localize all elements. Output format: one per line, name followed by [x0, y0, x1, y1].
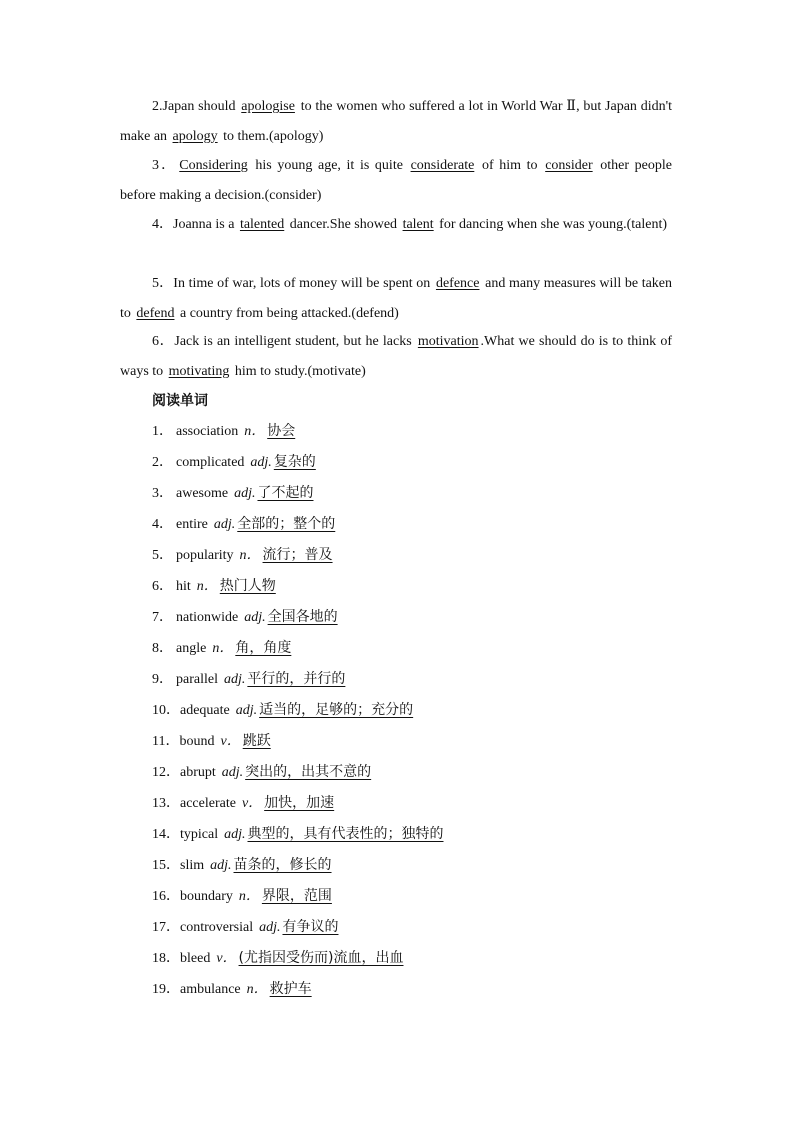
- sentence-text: of him to: [476, 158, 544, 173]
- part-of-speech: n．: [212, 641, 234, 656]
- vocab-item: [152, 544, 672, 575]
- vocab-item: [152, 420, 672, 451]
- vocab-number: 16．: [152, 889, 180, 904]
- answer-blank: talented: [239, 217, 285, 232]
- sentence-item: [120, 269, 672, 328]
- vocab-number: 4．: [152, 517, 173, 532]
- answer-blank: talent: [402, 217, 434, 232]
- vocab-word: nationwide: [176, 610, 239, 625]
- vocab-meaning: 典型的，具有代表性的；独特的: [247, 826, 444, 842]
- vocab-item: [152, 482, 672, 513]
- vocab-meaning: 有争议的: [282, 919, 339, 935]
- part-of-speech: adj.: [235, 703, 258, 718]
- vocab-meaning: 热门人物: [219, 578, 276, 594]
- vocab-item: [152, 606, 672, 637]
- answer-blank: defence: [435, 276, 480, 291]
- vocab-meaning: 适当的，足够的；充分的: [259, 702, 414, 718]
- answer-blank: apologise: [241, 99, 295, 114]
- vocab-item: [152, 823, 672, 854]
- vocab-number: 19．: [152, 982, 180, 997]
- part-of-speech: n．: [238, 889, 260, 904]
- vocab-number: 14．: [152, 827, 180, 842]
- part-of-speech: adj.: [244, 610, 266, 625]
- vocab-meaning: 苗条的，修长的: [233, 857, 332, 873]
- vocab-number: 8．: [152, 641, 173, 656]
- vocab-item: [152, 854, 672, 885]
- vocab-word: association: [176, 424, 239, 439]
- part-of-speech: v．: [241, 796, 263, 811]
- vocab-word: popularity: [176, 548, 234, 563]
- vocab-number: 7．: [152, 610, 173, 625]
- answer-blank: motivation: [417, 334, 479, 349]
- answer-blank: consider: [545, 158, 593, 173]
- vocab-meaning: 加快，加速: [264, 795, 335, 811]
- vocab-number: 5．: [152, 548, 173, 563]
- vocab-item: [152, 637, 672, 668]
- vocab-number: 11．: [152, 734, 180, 749]
- section-heading: 阅读单词: [152, 393, 208, 409]
- vocab-word: bound: [179, 734, 215, 749]
- vocab-item: [152, 947, 672, 978]
- vocab-meaning: 流行；普及: [262, 547, 333, 563]
- part-of-speech: adj.: [213, 517, 236, 532]
- vocab-number: 3．: [152, 486, 173, 501]
- vocab-meaning: 平行的，并行的: [247, 671, 346, 687]
- vocab-word: complicated: [176, 455, 245, 470]
- sentence-text: dancer.She showed: [286, 217, 401, 232]
- answer-blank: motivating: [168, 363, 230, 379]
- vocab-item: [152, 668, 672, 699]
- vocab-number: 18．: [152, 951, 180, 966]
- vocab-word: boundary: [180, 889, 233, 904]
- vocab-word: accelerate: [180, 796, 236, 811]
- answer-blank: apology: [172, 128, 218, 144]
- sentence-text: a country from being attacked.(defend): [176, 305, 399, 321]
- part-of-speech: n．: [239, 548, 261, 563]
- part-of-speech: adj.: [223, 672, 246, 687]
- vocab-item: [152, 451, 672, 482]
- vocab-number: 6．: [152, 579, 173, 594]
- vocab-item: [152, 699, 672, 730]
- vocab-number: 2．: [152, 455, 173, 470]
- vocab-number: 9．: [152, 672, 173, 687]
- vocab-meaning: 界限，范围: [261, 888, 332, 904]
- sentence-number: 5．: [152, 276, 174, 291]
- vocab-meaning: 全国各地的: [267, 609, 338, 625]
- sentence-text: for dancing when she was young.(talent): [435, 217, 667, 232]
- vocab-number: 17．: [152, 920, 180, 935]
- vocab-item: [152, 792, 672, 823]
- vocab-word: angle: [176, 641, 207, 656]
- vocab-number: 1．: [152, 424, 173, 439]
- vocab-meaning: 协会: [267, 423, 296, 439]
- answer-blank: Considering: [179, 158, 248, 173]
- sentence-item: [120, 92, 672, 151]
- sentence-number: 4．: [152, 217, 173, 232]
- sentence-number: 3．: [152, 158, 178, 173]
- part-of-speech: adj.: [234, 486, 256, 501]
- vocab-item: [152, 730, 672, 761]
- part-of-speech: n．: [246, 982, 268, 997]
- vocab-word: controversial: [180, 920, 254, 935]
- sentence-item: [120, 327, 672, 386]
- sentence-text: other people before making a decision.(consider): [120, 158, 672, 203]
- sentence-number: 6．: [152, 334, 175, 349]
- vocab-word: abrupt: [180, 765, 216, 780]
- sentence-text: Japan should: [162, 99, 240, 114]
- answer-blank: defend: [136, 305, 175, 321]
- vocab-word: typical: [180, 827, 219, 842]
- vocab-word: ambulance: [180, 982, 241, 997]
- sentence-number: 2.: [152, 99, 163, 114]
- vocab-meaning: 复杂的: [273, 454, 316, 470]
- sentence-text: to the women who suffered a lot in World War Ⅱ, but Japan didn't make an: [120, 99, 673, 144]
- part-of-speech: adj.: [210, 858, 232, 873]
- sentence-text: Joanna is a: [173, 217, 238, 232]
- vocab-meaning: 全部的；整个的: [237, 516, 336, 532]
- vocab-meaning: 了不起的: [257, 485, 314, 501]
- vocabulary-list: [152, 420, 672, 1009]
- part-of-speech: adj.: [259, 920, 281, 935]
- vocab-word: bleed: [180, 951, 211, 966]
- sentence-item: [120, 210, 672, 240]
- vocab-word: parallel: [176, 672, 218, 687]
- sentence-item: [120, 151, 672, 210]
- sentence-text: .What we should do is to think of ways to: [120, 334, 672, 379]
- vocab-number: 10．: [152, 703, 180, 718]
- vocab-meaning: 角，角度: [235, 640, 292, 656]
- vocab-item: [152, 513, 672, 544]
- answer-blank: considerate: [410, 158, 475, 173]
- vocab-item: [152, 978, 672, 1009]
- vocab-item: [152, 761, 672, 792]
- sentence-text: him to study.(motivate): [231, 363, 366, 379]
- vocab-word: entire: [176, 517, 208, 532]
- vocab-number: 12．: [152, 765, 180, 780]
- vocab-number: 15．: [152, 858, 180, 873]
- sentence-text: Jack is an intelligent student, but he lacks: [174, 334, 416, 349]
- vocab-meaning: 救护车: [269, 981, 312, 997]
- part-of-speech: v．: [220, 734, 241, 749]
- vocab-item: [152, 916, 672, 947]
- part-of-speech: n．: [196, 579, 218, 594]
- part-of-speech: adj.: [250, 455, 272, 470]
- vocab-word: slim: [180, 858, 205, 873]
- vocab-item: [152, 575, 672, 606]
- part-of-speech: adj.: [224, 827, 246, 842]
- part-of-speech: n．: [244, 424, 266, 439]
- vocab-item: [152, 885, 672, 916]
- sentence-text: and many measures will be taken to: [120, 276, 673, 321]
- part-of-speech: v．: [216, 951, 237, 966]
- sentence-text: In time of war, lots of money will be spent on: [173, 276, 434, 291]
- vocab-meaning: 突出的，出其不意的: [245, 764, 372, 780]
- vocab-word: hit: [176, 579, 191, 594]
- part-of-speech: adj.: [221, 765, 244, 780]
- vocab-word: adequate: [180, 703, 230, 718]
- vocab-meaning: (尤指因受伤而)流血，出血: [238, 950, 404, 966]
- vocab-meaning: 跳跃: [242, 733, 271, 749]
- sentence-text: his young age, it is quite: [249, 158, 409, 173]
- vocab-number: 13．: [152, 796, 180, 811]
- vocab-word: awesome: [176, 486, 229, 501]
- sentence-text: to them.(apology): [219, 128, 324, 144]
